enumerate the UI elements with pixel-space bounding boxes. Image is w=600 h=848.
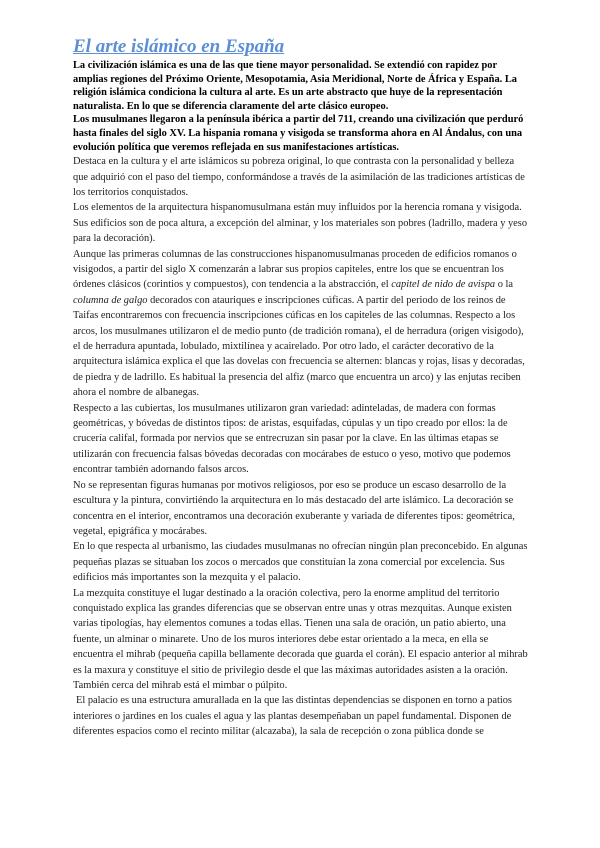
- lead-paragraph-1: La civilización islámica es una de las que tiene mayor personalidad. Se extendió con rapidez por amplias regiones del Próximo Oriente, Mesopotamia, Asia Meridional, Norte de África y España. La religión islámica condiciona la cultura al arte. Es un arte abstracto que huye de la representación naturalista. En lo que se diferencia claramente del arte clásico europeo.: [73, 60, 517, 112]
- term-capitel-nido-avispa: capitel de nido de avispa: [391, 279, 496, 291]
- term-columna-galgo: columna de galgo: [73, 294, 148, 306]
- paragraph-roofs: Respecto a las cubiertas, los musulmanes utilizaron gran variedad: adinteladas, de madera con formas geométricas, y bóvedas de distintos tipos: de aristas, esquifadas, cúpulas y un tipo creado por ellos: la de crucería califal, formada por nervios que se entrecruzan sin pasar por la clave. En las últimas etapas se utilizarán con frecuencia falsas bóvedas decoradas con mocárabes de estuco o yeso, motivo que podemos encontrar también adornando falsos arcos.: [73, 402, 511, 476]
- paragraph-text: Aunque las primeras columnas de las construcciones hispanomusulmanas proceden de edificios romanos o visigodos, a partir del siglo X comenzarán a labrar sus propios capiteles, entre los que se encuentran los órdenes clásicos (corintios y compuestos), con tendencia a la abstracción, el: [73, 248, 517, 291]
- paragraph-text: o la: [495, 279, 514, 291]
- paragraph-columns-arches: [73, 247, 529, 401]
- paragraph-text: decorados con atauriques e inscripciones cúficas. A partir del periodo de los reinos de Taifas encontraremos con frecuencia inscripciones cúficas en los capiteles de las columnas. Respecto a los arcos, los musulmanes utilizaron el de medio punto (de tradición romana), el de herradura (origen visigodo), el de herradura apuntada, lobulado, mixtilínea y acairelado. Por otro lado, el carácter decorativo de la arquitectura islámica explica el que las dovelas con frecuencia se alternen: blancas y rojas, lisas y decoradas, de piedra y de ladrillo. Es habitual la presencia del alfiz (marco que encuentra un arco) y las enjutas reciben ahora el nombre de albanegas.: [73, 294, 525, 399]
- paragraph-urbanism: En lo que respecta al urbanismo, las ciudades musulmanas no ofrecían ningún plan preconcebido. En algunas pequeñas plazas se situaban los zocos o mercados que constituían la zona comercial por excelencia. Sus edificios más importantes son la mezquita y el palacio.: [73, 541, 528, 584]
- paragraph-decoration: No se representan figuras humanas por motivos religiosos, por eso se produce un escaso desarrollo de la escultura y la pintura, convirtiéndo la arquitectura en lo más destacado del arte islámico. La decoración se concentra en el interior, encontramos una decoración exuberante y variada de diferentes tipos: geométrica, vegetal, epigráfica y mocárabes.: [73, 479, 515, 537]
- paragraph-palace: El palacio es una estructura amurallada en la que las distintas dependencias se disponen en torno a patios interiores o jardines en los cuales el agua y las plantas desempeñaban un papel fundamental. Disponen de diferentes espacios como el recinto militar (alcazaba), la sala de recepción o zona pública donde se: [73, 695, 512, 738]
- document-title: El arte islámico en España: [73, 36, 285, 57]
- paragraph-mosque: La mezquita constituye el lugar destinado a la oración colectiva, pero la enorme amplitud del territorio conquistado explica las grandes diferencias que se observan entre unas y otras mezquitas. Aunque existen varias tipologías, hay elementos comunes a todas ellas. Tienen una sala de oración, un patio abierto, una fuente, un alminar o minarete. Uno de los muros interiores debe estar orientado a la meca, en ella se encuentra el mihrab (pequeña capilla bellamente decorada que guarda el corán). El espacio anterior al mihrab es la maxura y constituye el sitio de privilegio desde el que las máximas autoridades asisten a la oración. También cerca del mihrab está el mimbar o púlpito.: [73, 587, 528, 691]
- paragraph-architecture-elements: Los elementos de la arquitectura hispanomusulmana están muy influidos por la herencia romana y visigoda. Sus edificios son de poca altura, a excepción del alminar, y los materiales son pobres (ladrillo, madera y yeso para la decoración).: [73, 202, 528, 245]
- lead-paragraph-2: Los musulmanes llegaron a la península ibérica a partir del 711, creando una civilización que perduró hasta finales del siglo XV. La hispania romana y visigoda se transforma ahora en Al Ándalus, con una evolución política que veremos reflejada en sus manifestaciones artísticas.: [73, 114, 524, 153]
- document-page: [73, 36, 529, 740]
- paragraph-origins: Destaca en la cultura y el arte islámicos su pobreza original, lo que contrasta con la personalidad y belleza que adquirió con el paso del tiempo, conformándose a través de la asimilación de las tradiciones artísticas de los territorios conquistados.: [73, 156, 525, 198]
